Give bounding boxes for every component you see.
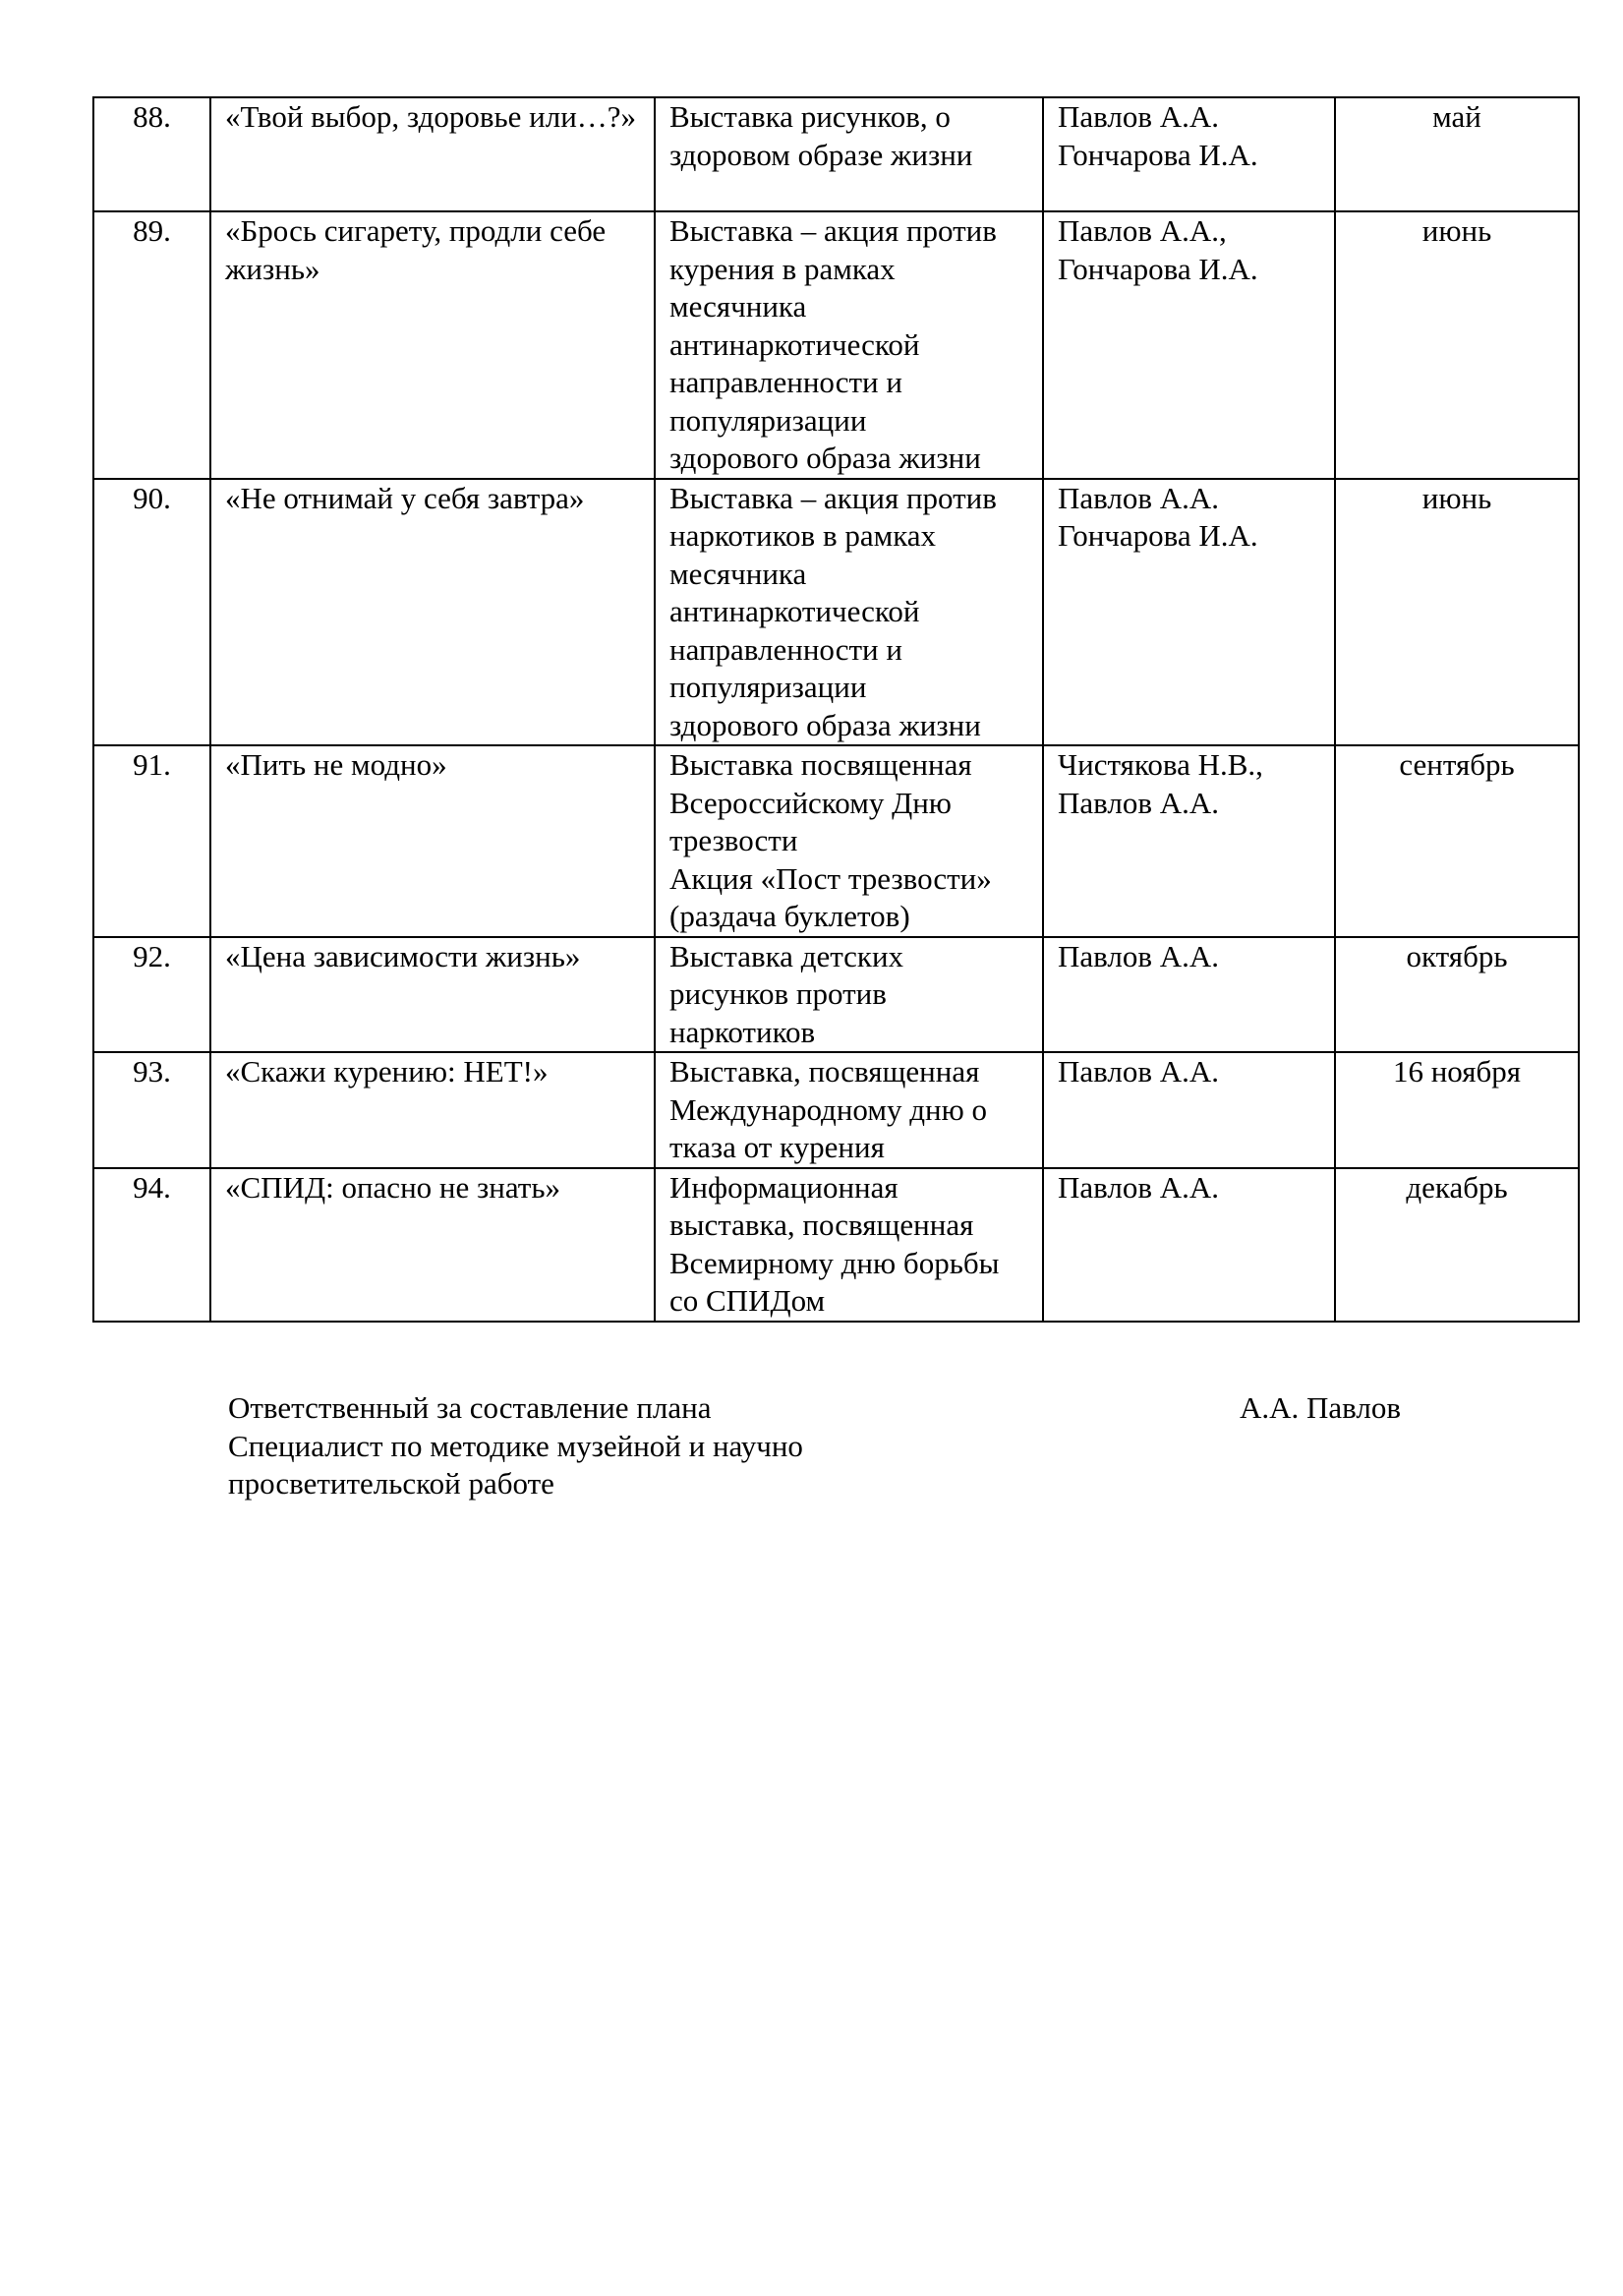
event-responsible: Павлов А.А., Гончарова И.А. xyxy=(1043,211,1335,479)
row-number: 94. xyxy=(93,1168,210,1322)
event-description: Выставка посвященная Всероссийскому Дню трезвости Акция «Пост трезвости» (раздача буклетов) xyxy=(655,745,1043,937)
event-title: «Брось сигарету, продли себе жизнь» xyxy=(210,211,655,479)
table-row xyxy=(93,937,1579,1053)
event-description: Выставка – акция против наркотиков в рамках месячника антинаркотической направленности и популяризации здорового образа жизни xyxy=(655,479,1043,746)
event-responsible: Павлов А.А. xyxy=(1043,1052,1335,1168)
event-date: декабрь xyxy=(1335,1168,1579,1322)
table-row xyxy=(93,1052,1579,1168)
event-description: Выставка – акция против курения в рамках месячника антинаркотической направленности и популяризации здорового образа жизни xyxy=(655,211,1043,479)
row-number: 90. xyxy=(93,479,210,746)
event-title: «Цена зависимости жизнь» xyxy=(210,937,655,1053)
footer-signature-name: А.А. Павлов xyxy=(1240,1390,1402,1425)
table-row xyxy=(93,745,1579,937)
event-description: Выставка детских рисунков против наркотиков xyxy=(655,937,1043,1053)
event-description: Информационная выставка, посвященная Всемирному дню борьбы со СПИДом xyxy=(655,1168,1043,1322)
table-row xyxy=(93,1168,1579,1322)
event-responsible: Чистякова Н.В., Павлов А.А. xyxy=(1043,745,1335,937)
event-description: Выставка, посвященная Международному дню о тказа от курения xyxy=(655,1052,1043,1168)
responsible-person-block xyxy=(228,1389,1408,1503)
footer-position-line-1: Специалист по методике музейной и научно xyxy=(228,1428,803,1463)
event-date: октябрь xyxy=(1335,937,1579,1053)
event-date: май xyxy=(1335,97,1579,211)
event-responsible: Павлов А.А. Гончарова И.А. xyxy=(1043,479,1335,746)
table-row xyxy=(93,479,1579,746)
event-date: июнь xyxy=(1335,479,1579,746)
row-number: 89. xyxy=(93,211,210,479)
event-date: сентябрь xyxy=(1335,745,1579,937)
footer-responsible-label: Ответственный за составление плана xyxy=(228,1390,712,1425)
event-title: «Твой выбор, здоровье или…?» xyxy=(210,97,655,211)
row-number: 91. xyxy=(93,745,210,937)
table-row xyxy=(93,97,1579,211)
event-title: «Скажи курению: НЕТ!» xyxy=(210,1052,655,1168)
event-date: 16 ноября xyxy=(1335,1052,1579,1168)
event-responsible: Павлов А.А. xyxy=(1043,1168,1335,1322)
row-number: 92. xyxy=(93,937,210,1053)
event-responsible: Павлов А.А. Гончарова И.А. xyxy=(1043,97,1335,211)
event-description: Выставка рисунков, о здоровом образе жизни xyxy=(655,97,1043,211)
table-row xyxy=(93,211,1579,479)
event-title: «Не отнимай у себя завтра» xyxy=(210,479,655,746)
event-responsible: Павлов А.А. xyxy=(1043,937,1335,1053)
event-title: «СПИД: опасно не знать» xyxy=(210,1168,655,1322)
row-number: 88. xyxy=(93,97,210,211)
footer-position-line-2: просветительской работе xyxy=(228,1466,554,1501)
event-date: июнь xyxy=(1335,211,1579,479)
row-number: 93. xyxy=(93,1052,210,1168)
event-title: «Пить не модно» xyxy=(210,745,655,937)
events-plan-table xyxy=(92,96,1580,1323)
